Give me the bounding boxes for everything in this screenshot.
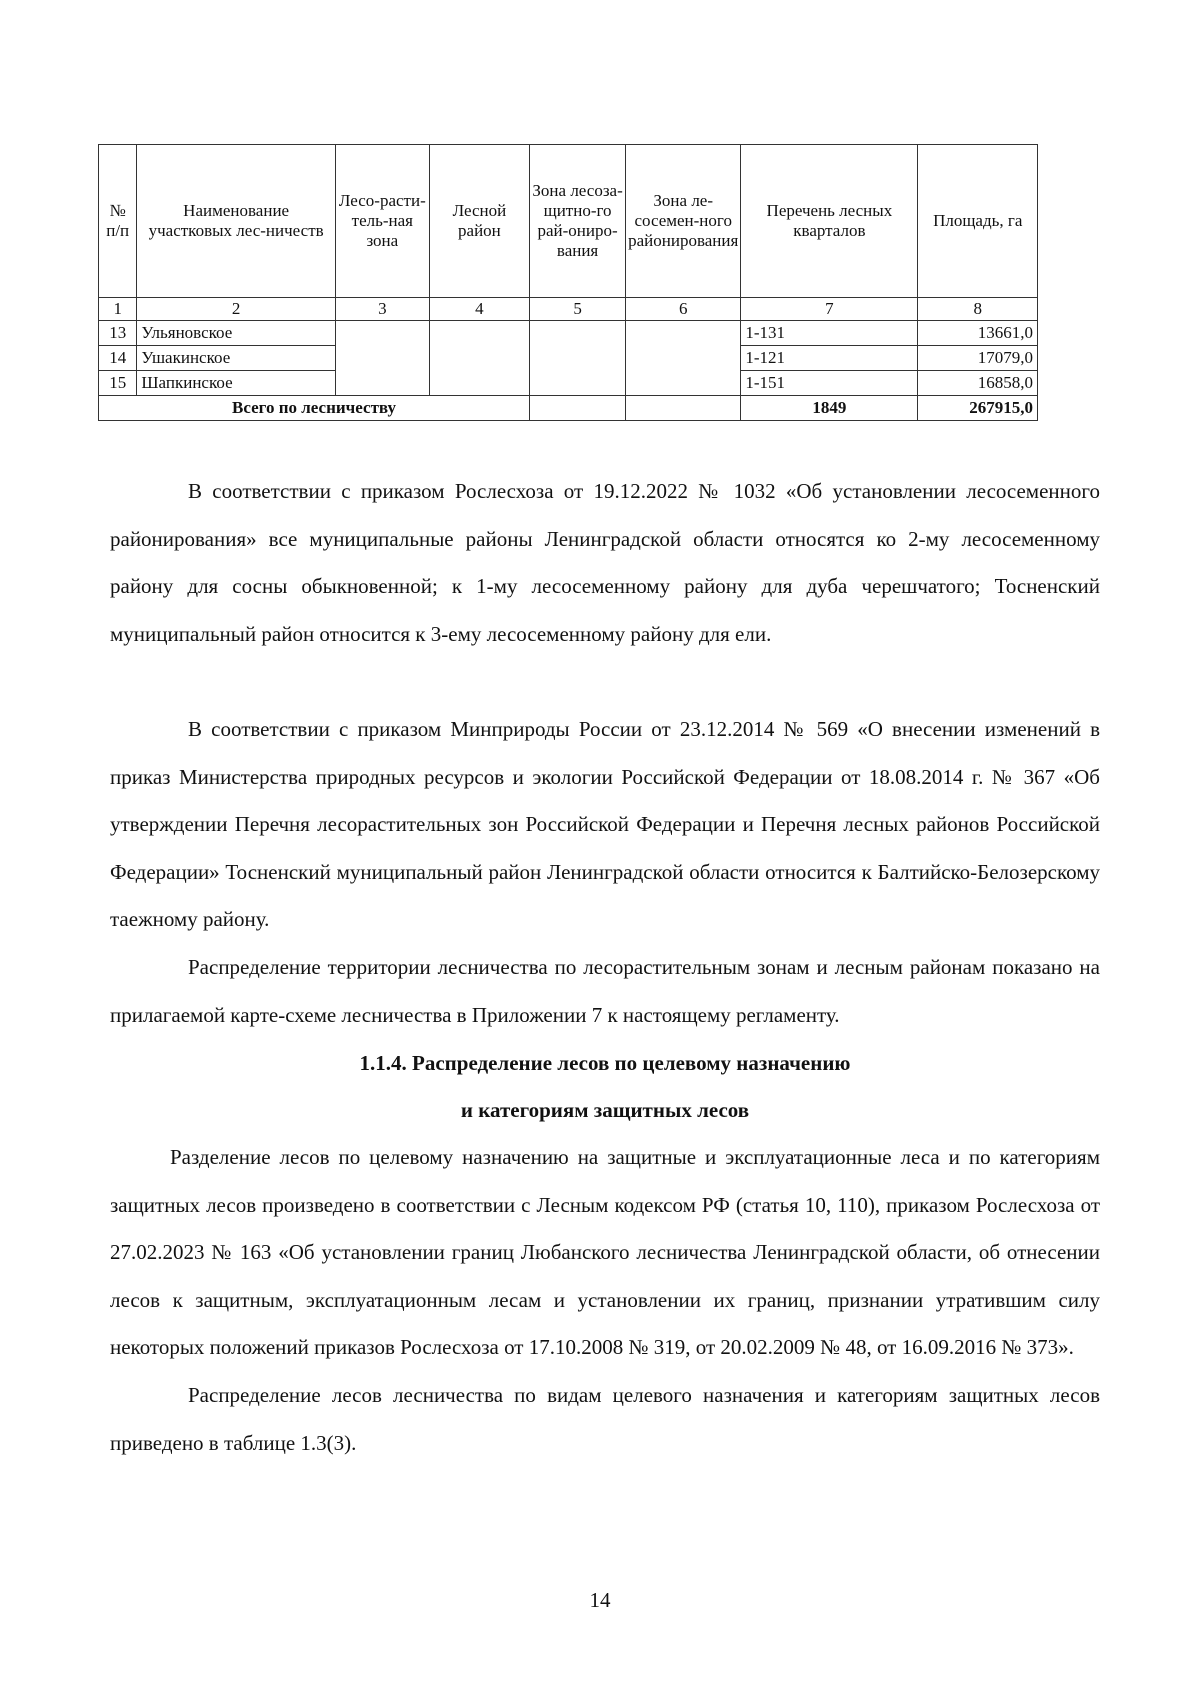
row-area: 13661,0 bbox=[918, 321, 1038, 346]
row-quarters: 1-121 bbox=[741, 346, 918, 371]
header-quarters: Перечень лесных кварталов bbox=[741, 145, 918, 298]
row-protection-zone bbox=[530, 321, 626, 396]
paragraph-text: Разделение лесов по целевому назначению на защитные и эксплуатационные леса и по категориям защитных лесов произведено в соответствии с Лесным кодексом РФ (статья 10, 110), приказом Рослесхоза от 27.02.2023 № 163 «Об установлении границ Любанского лесничества Ленинградской области, об отнесении лесов к защитным, эксплуатационным лесам и установлении их границ, признании утратившим силу некоторых положений приказов Рослесхоза от 17.10.2008 № 319, от 20.02.2009 № 48, от 16.09.2016 № 373». bbox=[110, 1145, 1100, 1360]
section-heading-line2: и категориям защитных лесов bbox=[460, 1098, 750, 1122]
column-number: 3 bbox=[335, 298, 429, 321]
row-name: Ушакинское bbox=[137, 346, 335, 371]
header-seed-zone: Зона ле-сосемен-ного районирования bbox=[626, 145, 741, 298]
row-forest-district bbox=[429, 321, 529, 396]
page-number: 14 bbox=[589, 1588, 611, 1612]
total-quarters: 1849 bbox=[741, 396, 918, 421]
column-number: 2 bbox=[137, 298, 335, 321]
paragraph-text: Распределение лесов лесничества по видам целевого назначения и категориям защитных лесов приведено в таблице 1.3(3). bbox=[110, 1383, 1100, 1455]
row-quarters: 1-151 bbox=[741, 371, 918, 396]
header-veg-zone: Лесо-расти-тель-ная зона bbox=[335, 145, 429, 298]
paragraph-text: Распределение территории лесничества по лесорастительным зонам и лесным районам показано на прилагаемой карте-схеме лесничества в Приложении 7 к настоящему регламенту. bbox=[110, 955, 1100, 1027]
total-empty-cell bbox=[530, 396, 626, 421]
column-number: 6 bbox=[626, 298, 741, 321]
row-num: 15 bbox=[99, 371, 137, 396]
forestry-table bbox=[98, 144, 1038, 421]
section-heading-line1: 1.1.4. Распределение лесов по целевому назначению bbox=[359, 1051, 851, 1075]
row-seed-zone bbox=[626, 321, 741, 396]
column-number: 5 bbox=[530, 298, 626, 321]
paragraph-text: В соответствии с приказом Минприроды России от 23.12.2014 № 569 «О внесении изменений в приказ Министерства природных ресурсов и экологии Российской Федерации от 18.08.2014 г. № 367 «Об утверждении Перечня лесорастительных зон Российской Федерации и Перечня лесных районов Российской Федерации» Тосненский муниципальный район Ленинградской области относится к Балтийско-Белозерскому таежному району. bbox=[110, 717, 1100, 932]
paragraph-seed-zoning bbox=[110, 468, 1100, 658]
table-row bbox=[99, 321, 1038, 346]
row-area: 16858,0 bbox=[918, 371, 1038, 396]
total-empty-cell bbox=[626, 396, 741, 421]
header-name: Наименование участковых лес-ничеств bbox=[137, 145, 335, 298]
column-number: 8 bbox=[918, 298, 1038, 321]
row-num: 13 bbox=[99, 321, 137, 346]
paragraph-text: В соответствии с приказом Рослесхоза от 19.12.2022 № 1032 «Об установлении лесосеменного районирования» все муниципальные районы Ленинградской области относятся ко 2-му лесосеменному району для сосны обыкновенной; к 1-му лесосеменному району для дуба черешчатого; Тосненский муниципальный район относится к 3-ему лесосеменному району для ели. bbox=[110, 479, 1100, 646]
column-number: 4 bbox=[429, 298, 529, 321]
row-name: Ульяновское bbox=[137, 321, 335, 346]
row-quarters: 1-131 bbox=[741, 321, 918, 346]
row-area: 17079,0 bbox=[918, 346, 1038, 371]
paragraph-table-reference bbox=[110, 1372, 1100, 1467]
total-area: 267915,0 bbox=[918, 396, 1038, 421]
paragraph-map-reference bbox=[110, 944, 1100, 1039]
header-protection-zone: Зона лесоза-щитно-го рай-ониро-вания bbox=[530, 145, 626, 298]
header-forest-district: Лесной район bbox=[429, 145, 529, 298]
column-number: 7 bbox=[741, 298, 918, 321]
column-number-row bbox=[99, 298, 1038, 321]
table-total-row bbox=[99, 396, 1038, 421]
paragraph-vegetation-zones bbox=[110, 706, 1100, 944]
column-number: 1 bbox=[99, 298, 137, 321]
row-veg-zone bbox=[335, 321, 429, 396]
header-num: № п/п bbox=[99, 145, 137, 298]
total-label: Всего по лесничеству bbox=[99, 396, 530, 421]
row-num: 14 bbox=[99, 346, 137, 371]
paragraph-forest-purpose bbox=[110, 1134, 1100, 1372]
header-area: Площадь, га bbox=[918, 145, 1038, 298]
row-name: Шапкинское bbox=[137, 371, 335, 396]
table-header-row bbox=[99, 145, 1038, 298]
